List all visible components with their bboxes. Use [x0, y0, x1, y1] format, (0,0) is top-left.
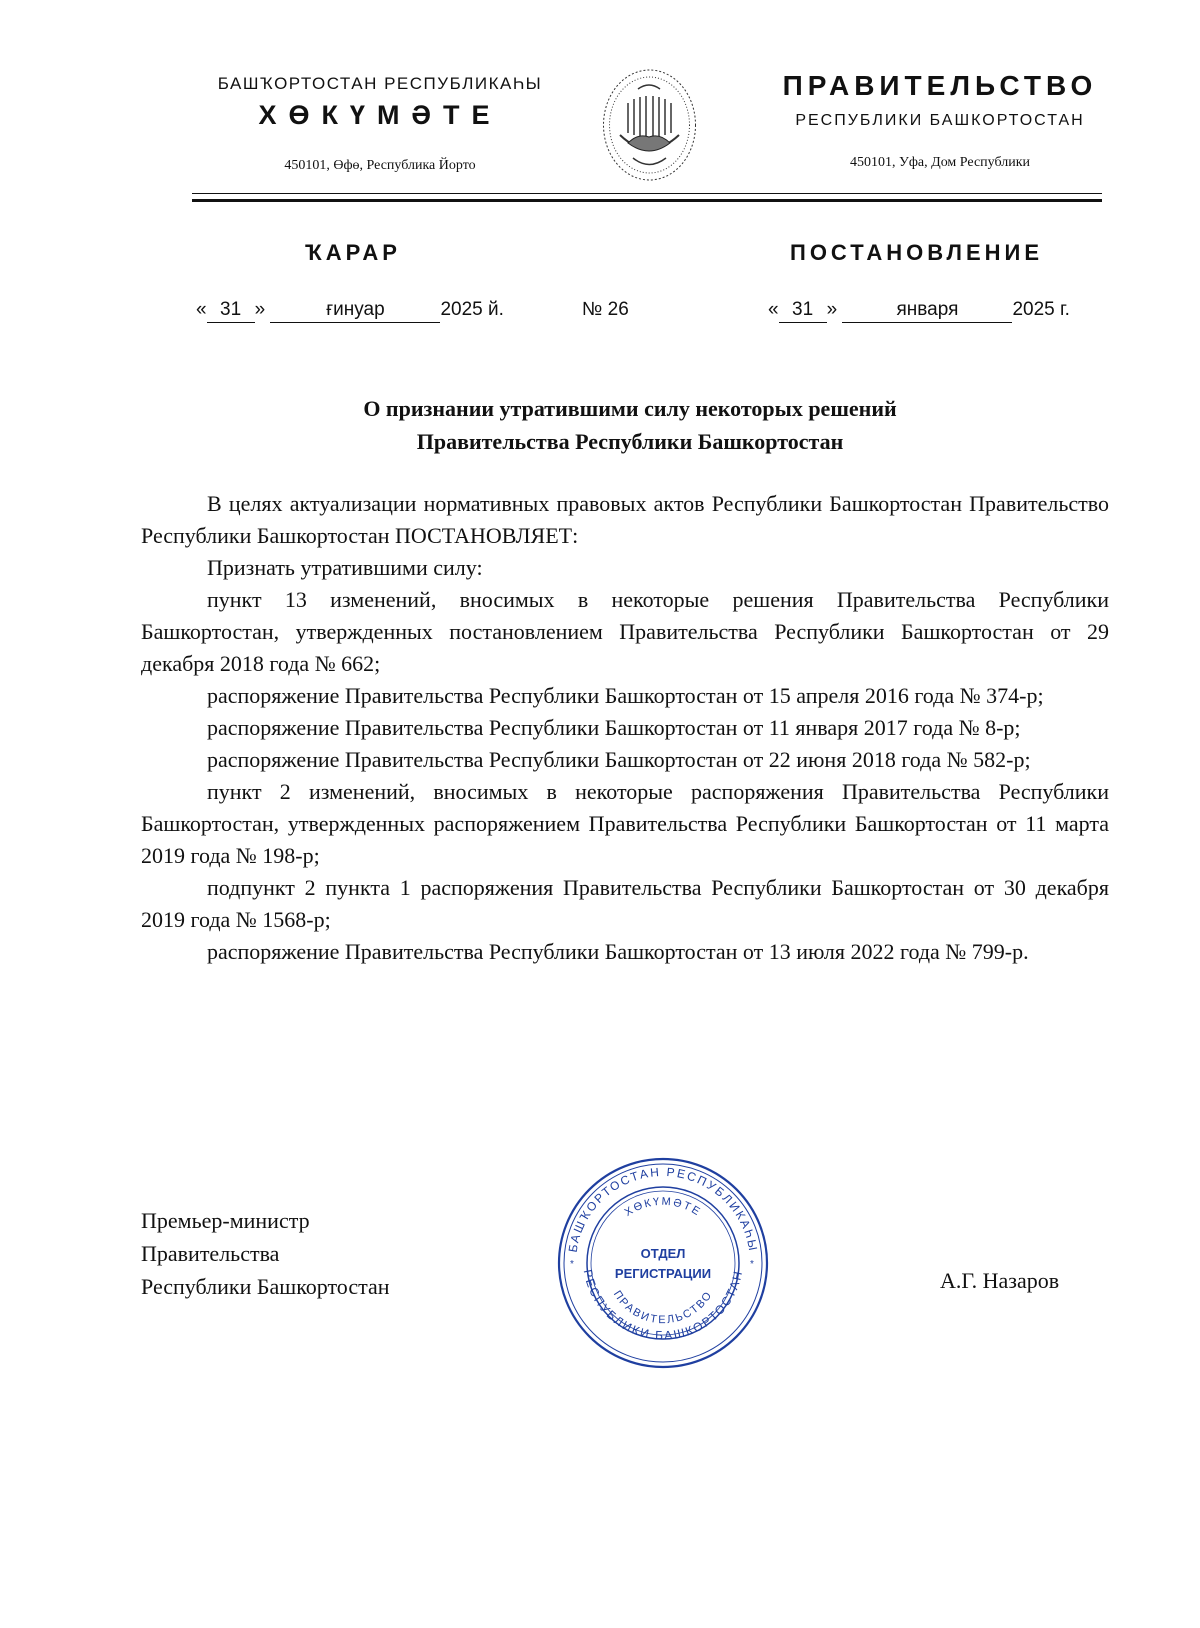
- stamp-outer-bottom-text: РЕСПУБЛИКИ БАШКОРТОСТАН: [580, 1268, 746, 1343]
- coat-of-arms-emblem-icon: [598, 63, 701, 183]
- date-left-quote-close: »: [254, 299, 266, 320]
- document-body: [141, 488, 1109, 968]
- stamp-inner-bottom-text: ПРАВИТЕЛЬСТВО: [610, 1288, 716, 1327]
- header-left-republic: БАШҠОРТОСТАН РЕСПУБЛИКАҺЫ: [217, 74, 543, 93]
- stamp-outer-top-text: БАШҠОРТОСТАН РЕСПУБЛИКАҺЫ: [565, 1164, 761, 1254]
- title-line-2: Правительства Республики Башкортостан: [416, 429, 844, 454]
- stamp-center-line-1: ОТДЕЛ: [640, 1246, 686, 1261]
- date-right-suffix: г.: [1060, 299, 1070, 320]
- body-paragraph: Признать утратившими силу:: [207, 555, 483, 580]
- title-line-1: О признании утратившими силу некоторых решений: [363, 396, 897, 421]
- date-left-quote-open: «: [196, 299, 207, 320]
- date-right-quote-open: «: [768, 299, 779, 320]
- header-right-government: ПРАВИТЕЛЬСТВО: [782, 70, 1098, 101]
- stamp-star-right-icon: *: [750, 1259, 754, 1270]
- header-divider-thin: [192, 193, 1102, 194]
- header-left-address: 450101, Өфө, Республика Йорто: [284, 158, 476, 173]
- body-paragraph: распоряжение Правительства Республики Башкортостан от 13 июля 2022 года № 799-р.: [207, 939, 1029, 964]
- body-paragraph: распоряжение Правительства Республики Башкортостан от 22 июня 2018 года № 582-р;: [207, 747, 1031, 772]
- date-right: [768, 296, 1070, 324]
- signatory-position: [141, 1204, 390, 1303]
- date-right-quote-close: »: [826, 299, 838, 320]
- document-number: № 26: [582, 299, 629, 320]
- signatory-name: А.Г. Назаров: [940, 1268, 1060, 1293]
- date-right-month: января: [842, 298, 1012, 323]
- document-title: [150, 392, 1110, 458]
- date-left-month: ғинуар: [270, 298, 440, 323]
- date-left-suffix: й.: [488, 299, 504, 320]
- body-paragraph: В целях актуализации нормативных правовых актов Республики Башкортостан Правительство Республики Башкортостан ПОСТАНОВЛЯЕТ:: [141, 491, 1109, 548]
- header-left-government: ХӨКҮМӘТЕ: [258, 100, 502, 130]
- doc-type-bashkir: ҠАРАР: [305, 240, 401, 265]
- stamp-inner-top-text: ХӨКҮМӘТЕ: [622, 1195, 704, 1219]
- header-divider-thick: [192, 199, 1102, 202]
- body-paragraph: подпункт 2 пункта 1 распоряжения Правительства Республики Башкортостан от 30 декабря 2019 года № 1568-р;: [141, 875, 1109, 932]
- doc-type-russian: ПОСТАНОВЛЕНИЕ: [790, 240, 1044, 265]
- signatory-position-line-1: Премьер-министр: [141, 1208, 310, 1233]
- date-left-day: 31: [207, 298, 255, 323]
- date-right-year: 2025: [1012, 299, 1055, 320]
- body-paragraph: пункт 13 изменений, вносимых в некоторые решения Правительства Республики Башкортостан, утвержденных постановлением Правительства Республики Башкортостан от 29 декабря 2018 года № 662;: [141, 587, 1109, 676]
- header-right-address: 450101, Уфа, Дом Республики: [849, 155, 1031, 170]
- header-right-republic: РЕСПУБЛИКИ БАШКОРТОСТАН: [795, 112, 1085, 129]
- stamp-center-line-2: РЕГИСТРАЦИИ: [614, 1266, 712, 1281]
- body-paragraph: распоряжение Правительства Республики Башкортостан от 11 января 2017 года № 8-р;: [207, 715, 1021, 740]
- body-paragraph: распоряжение Правительства Республики Башкортостан от 15 апреля 2016 года № 374-р;: [207, 683, 1044, 708]
- signatory-position-line-2: Правительства: [141, 1241, 280, 1266]
- date-left-year: 2025: [440, 299, 483, 320]
- body-paragraph: пункт 2 изменений, вносимых в некоторые распоряжения Правительства Республики Башкортостан, утвержденных распоряжением Правительства Республики Башкортостан от 11 марта 2019 года № 198-р;: [141, 779, 1109, 868]
- signatory-position-line-3: Республики Башкортостан: [141, 1274, 390, 1299]
- stamp-star-left-icon: *: [570, 1259, 574, 1270]
- date-left: [196, 296, 504, 324]
- registration-stamp: [554, 1154, 772, 1372]
- date-right-day: 31: [779, 298, 827, 323]
